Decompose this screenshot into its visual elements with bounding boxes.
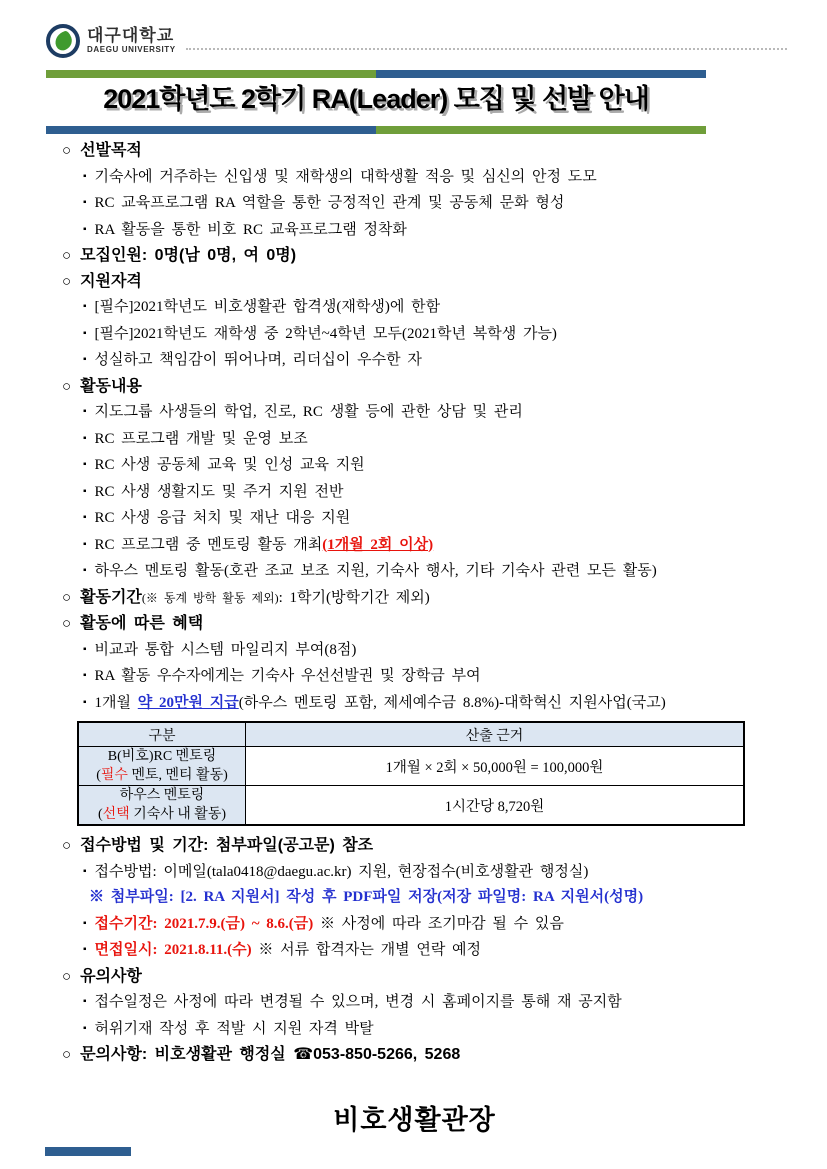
text-segment: 약 20만원 지급 — [137, 694, 239, 711]
bullet-icon: ▪ — [83, 354, 87, 365]
table-label-cell — [78, 786, 246, 826]
bullet-icon: ▪ — [83, 696, 87, 708]
table-label-cell — [78, 747, 246, 786]
table-label-line — [79, 747, 245, 766]
bar-segment-blue — [376, 70, 706, 78]
bullet-icon: ▪ — [83, 996, 87, 1007]
text-segment: 활동기간 — [80, 588, 142, 606]
bullet-icon: ▪ — [83, 538, 87, 550]
bullet-icon: ▪ — [83, 1022, 87, 1034]
bullet-item — [62, 637, 791, 664]
text-segment: B(비호)RC 멘토링 — [107, 749, 217, 764]
text-segment: 접수방법 및 기간: 첨부파일(공고문) 참조 — [80, 837, 374, 854]
text-segment: 기숙사에 거주하는 신입생 및 재학생의 대학생활 적응 및 심신의 안정 도모 — [94, 168, 597, 185]
bullet-item — [62, 294, 791, 321]
bullet-item — [62, 217, 791, 244]
header-dotted-rule — [186, 47, 787, 50]
bullet-icon: ▪ — [83, 223, 87, 235]
note-line — [62, 885, 791, 911]
text-segment: ( — [97, 807, 103, 822]
title-bar-top — [46, 70, 706, 78]
section-marker-icon: ○ — [62, 272, 72, 290]
text-segment: RC 프로그램 중 멘토링 활동 개최 — [94, 536, 323, 553]
section-marker-icon: ○ — [62, 615, 72, 632]
section-heading — [62, 374, 791, 400]
text-segment: [필수]2021학년도 비호생활관 합격생(재학생)에 한함 — [94, 299, 441, 315]
text-segment: 유의사항 — [80, 967, 142, 985]
section-heading — [62, 833, 791, 859]
bullet-icon: ▪ — [83, 670, 87, 681]
bullet-item — [62, 479, 791, 506]
section-marker-icon: ○ — [62, 1046, 72, 1063]
bullet-item — [62, 690, 791, 717]
text-segment: 접수방법: 이메일(tala0418@daegu.ac.kr) 지원, 현장접수(비호생활관 행정실) — [94, 863, 589, 880]
section-marker-icon: ○ — [62, 967, 72, 985]
bullet-icon: ▪ — [83, 170, 87, 182]
leaf-icon — [53, 30, 75, 52]
table-header-category: 구분 — [78, 722, 246, 747]
text-segment: RC 프로그램 개발 및 운영 보조 — [94, 430, 308, 447]
text-segment: 지도그룹 사생들의 학업, 진로, RC 생활 등에 관한 상담 및 관리 — [94, 404, 523, 420]
text-segment: 허위기재 작성 후 적발 시 지원 자격 박탈 — [94, 1020, 374, 1037]
text-segment: RC 사생 공동체 교육 및 인성 교육 지원 — [94, 457, 365, 473]
text-segment: 문의사항: 비호생활관 행정실 ☎053-850-5266, 5268 — [80, 1046, 461, 1063]
section-marker-icon: ○ — [62, 377, 72, 395]
text-segment: 선택 — [102, 807, 130, 822]
bullet-icon: ▪ — [83, 459, 87, 470]
bullet-icon: ▪ — [83, 197, 87, 208]
section-marker-icon: ○ — [62, 247, 72, 264]
text-segment: 면접일시: 2021.8.11.(수) — [94, 942, 252, 958]
bullet-icon: ▪ — [83, 944, 87, 955]
text-segment: [필수]2021학년도 재학생 중 2학년~4학년 모두(2021학년 복학생 가능) — [94, 325, 557, 342]
logo-text — [87, 27, 176, 55]
mentoring-pay-table — [77, 721, 745, 826]
text-segment: 비교과 통합 시스템 마일리지 부여(8점) — [94, 641, 357, 658]
section-marker-icon: ○ — [62, 588, 72, 606]
content-top-blocks — [62, 138, 791, 716]
table-value-cell: 1시간당 8,720원 — [246, 786, 745, 826]
bullet-icon: ▪ — [83, 485, 87, 497]
bullet-item — [62, 321, 791, 348]
university-name-en: DAEGU UNIVERSITY — [87, 45, 176, 54]
bullet-icon: ▪ — [83, 301, 87, 312]
table-value-cell: 1개월 × 2회 × 50,000원 = 100,000원 — [246, 747, 745, 786]
table-row — [78, 786, 744, 826]
bullet-item — [62, 505, 791, 532]
text-segment: RC 사생 생활지도 및 주거 지원 전반 — [94, 483, 344, 500]
text-segment: RC 사생 응급 처치 및 재난 대응 지원 — [94, 510, 351, 526]
title-bar-bottom — [46, 126, 706, 134]
text-segment: 선발목적 — [80, 142, 142, 159]
text-segment: 필수 — [100, 768, 128, 783]
bullet-icon: ▪ — [83, 643, 87, 655]
section-heading — [62, 585, 791, 612]
bullet-item — [62, 911, 791, 938]
table-header-row — [78, 722, 744, 747]
bullet-item — [62, 558, 791, 585]
bullet-item — [62, 399, 791, 426]
text-segment: 모집인원: 0명(남 0명, 여 0명) — [80, 247, 297, 264]
signature: 비호생활관장 — [333, 1104, 496, 1135]
text-segment: : 1학기(방학기간 제외) — [278, 589, 430, 606]
bullet-icon: ▪ — [83, 406, 87, 417]
bullet-item — [62, 452, 791, 479]
bullet-item — [62, 663, 791, 690]
section-heading — [62, 611, 791, 637]
section-heading — [62, 138, 791, 164]
text-segment: 지원자격 — [80, 272, 142, 290]
bullet-icon: ▪ — [83, 917, 87, 929]
text-segment: (1개월 2회 이상) — [322, 536, 434, 553]
logo-row — [46, 20, 787, 62]
bullet-item — [62, 937, 791, 964]
document-header — [0, 0, 827, 134]
table-row — [78, 747, 744, 786]
bullet-icon: ▪ — [83, 565, 87, 576]
bullet-icon: ▪ — [83, 512, 87, 523]
text-segment: 접수일정은 사정에 따라 변경될 수 있으며, 변경 시 홈페이지를 통해 재 공지함 — [94, 994, 622, 1010]
bullet-icon: ▪ — [83, 432, 87, 444]
text-segment: 활동에 따른 혜택 — [80, 615, 204, 632]
text-segment: ※ 첨부파일: [2. RA 지원서] 작성 후 PDF파일 저장(저장 파일명: RA 지원서(성명) — [89, 889, 644, 905]
text-segment: 성실하고 책임감이 뛰어나며, 리더십이 우수한 자 — [94, 352, 422, 368]
section-heading — [62, 1042, 791, 1068]
bullet-icon: ▪ — [83, 327, 87, 339]
text-segment: (※ 동계 방학 활동 제외) — [141, 590, 279, 605]
text-segment: RA 활동을 통한 비호 RC 교육프로그램 정착화 — [94, 221, 407, 238]
section-marker-icon: ○ — [62, 837, 72, 854]
table-label-line — [79, 766, 245, 785]
text-segment: ※ 사정에 따라 조기마감 될 수 있음 — [313, 915, 564, 932]
section-marker-icon: ○ — [62, 142, 72, 159]
text-segment: 기숙사 내 활동) — [129, 807, 227, 822]
text-segment: 접수기간: 2021.7.9.(금) ~ 8.6.(금) — [94, 915, 314, 932]
bullet-item — [62, 989, 791, 1016]
text-segment: (하우스 멘토링 포함, 제세예수금 8.8%)-대학혁신 지원사업(국고) — [238, 694, 666, 711]
bullet-item — [62, 1016, 791, 1043]
bar-segment-blue — [46, 126, 376, 134]
table-label-line — [79, 805, 245, 824]
bullet-item — [62, 532, 791, 559]
text-segment: 멘토, 멘티 활동) — [127, 768, 228, 783]
text-segment: ※ 서류 합격자는 개별 연락 예정 — [251, 942, 482, 958]
section-heading — [62, 269, 791, 295]
university-logo-icon — [46, 24, 80, 58]
text-segment: RC 교육프로그램 RA 역할을 통한 긍정적인 관계 및 공동체 문화 형성 — [94, 195, 565, 211]
table-label-line — [79, 786, 245, 805]
bullet-item — [62, 426, 791, 453]
text-segment: 1개월 — [94, 694, 138, 711]
text-segment: 하우스 멘토링 — [119, 788, 205, 803]
section-heading — [62, 964, 791, 990]
bar-segment-green — [46, 70, 376, 78]
bullet-icon: ▪ — [83, 865, 87, 877]
bullet-item — [62, 347, 791, 374]
document-title: 2021학년도 2학기 RA(Leader) 모집 및 선발 안내 — [103, 84, 649, 114]
text-segment: 하우스 멘토링 활동(호관 조교 보조 지원, 기숙사 행사, 기타 기숙사 관련 모든 활동) — [94, 563, 657, 579]
bullet-item — [62, 190, 791, 217]
bar-segment-green — [376, 126, 706, 134]
section-heading — [62, 243, 791, 269]
text-segment: ( — [96, 768, 101, 783]
text-segment: 활동내용 — [80, 377, 142, 395]
table-header-basis: 산출 근거 — [246, 722, 745, 747]
text-segment: RA 활동 우수자에게는 기숙사 우선선발권 및 장학금 부여 — [94, 668, 481, 684]
university-name-kr: 대구대학교 — [87, 26, 175, 45]
document-body — [0, 134, 827, 1137]
bullet-item — [62, 164, 791, 191]
content-bottom-blocks — [62, 833, 791, 1068]
footer-bar — [45, 1147, 131, 1156]
bullet-item — [62, 859, 791, 886]
